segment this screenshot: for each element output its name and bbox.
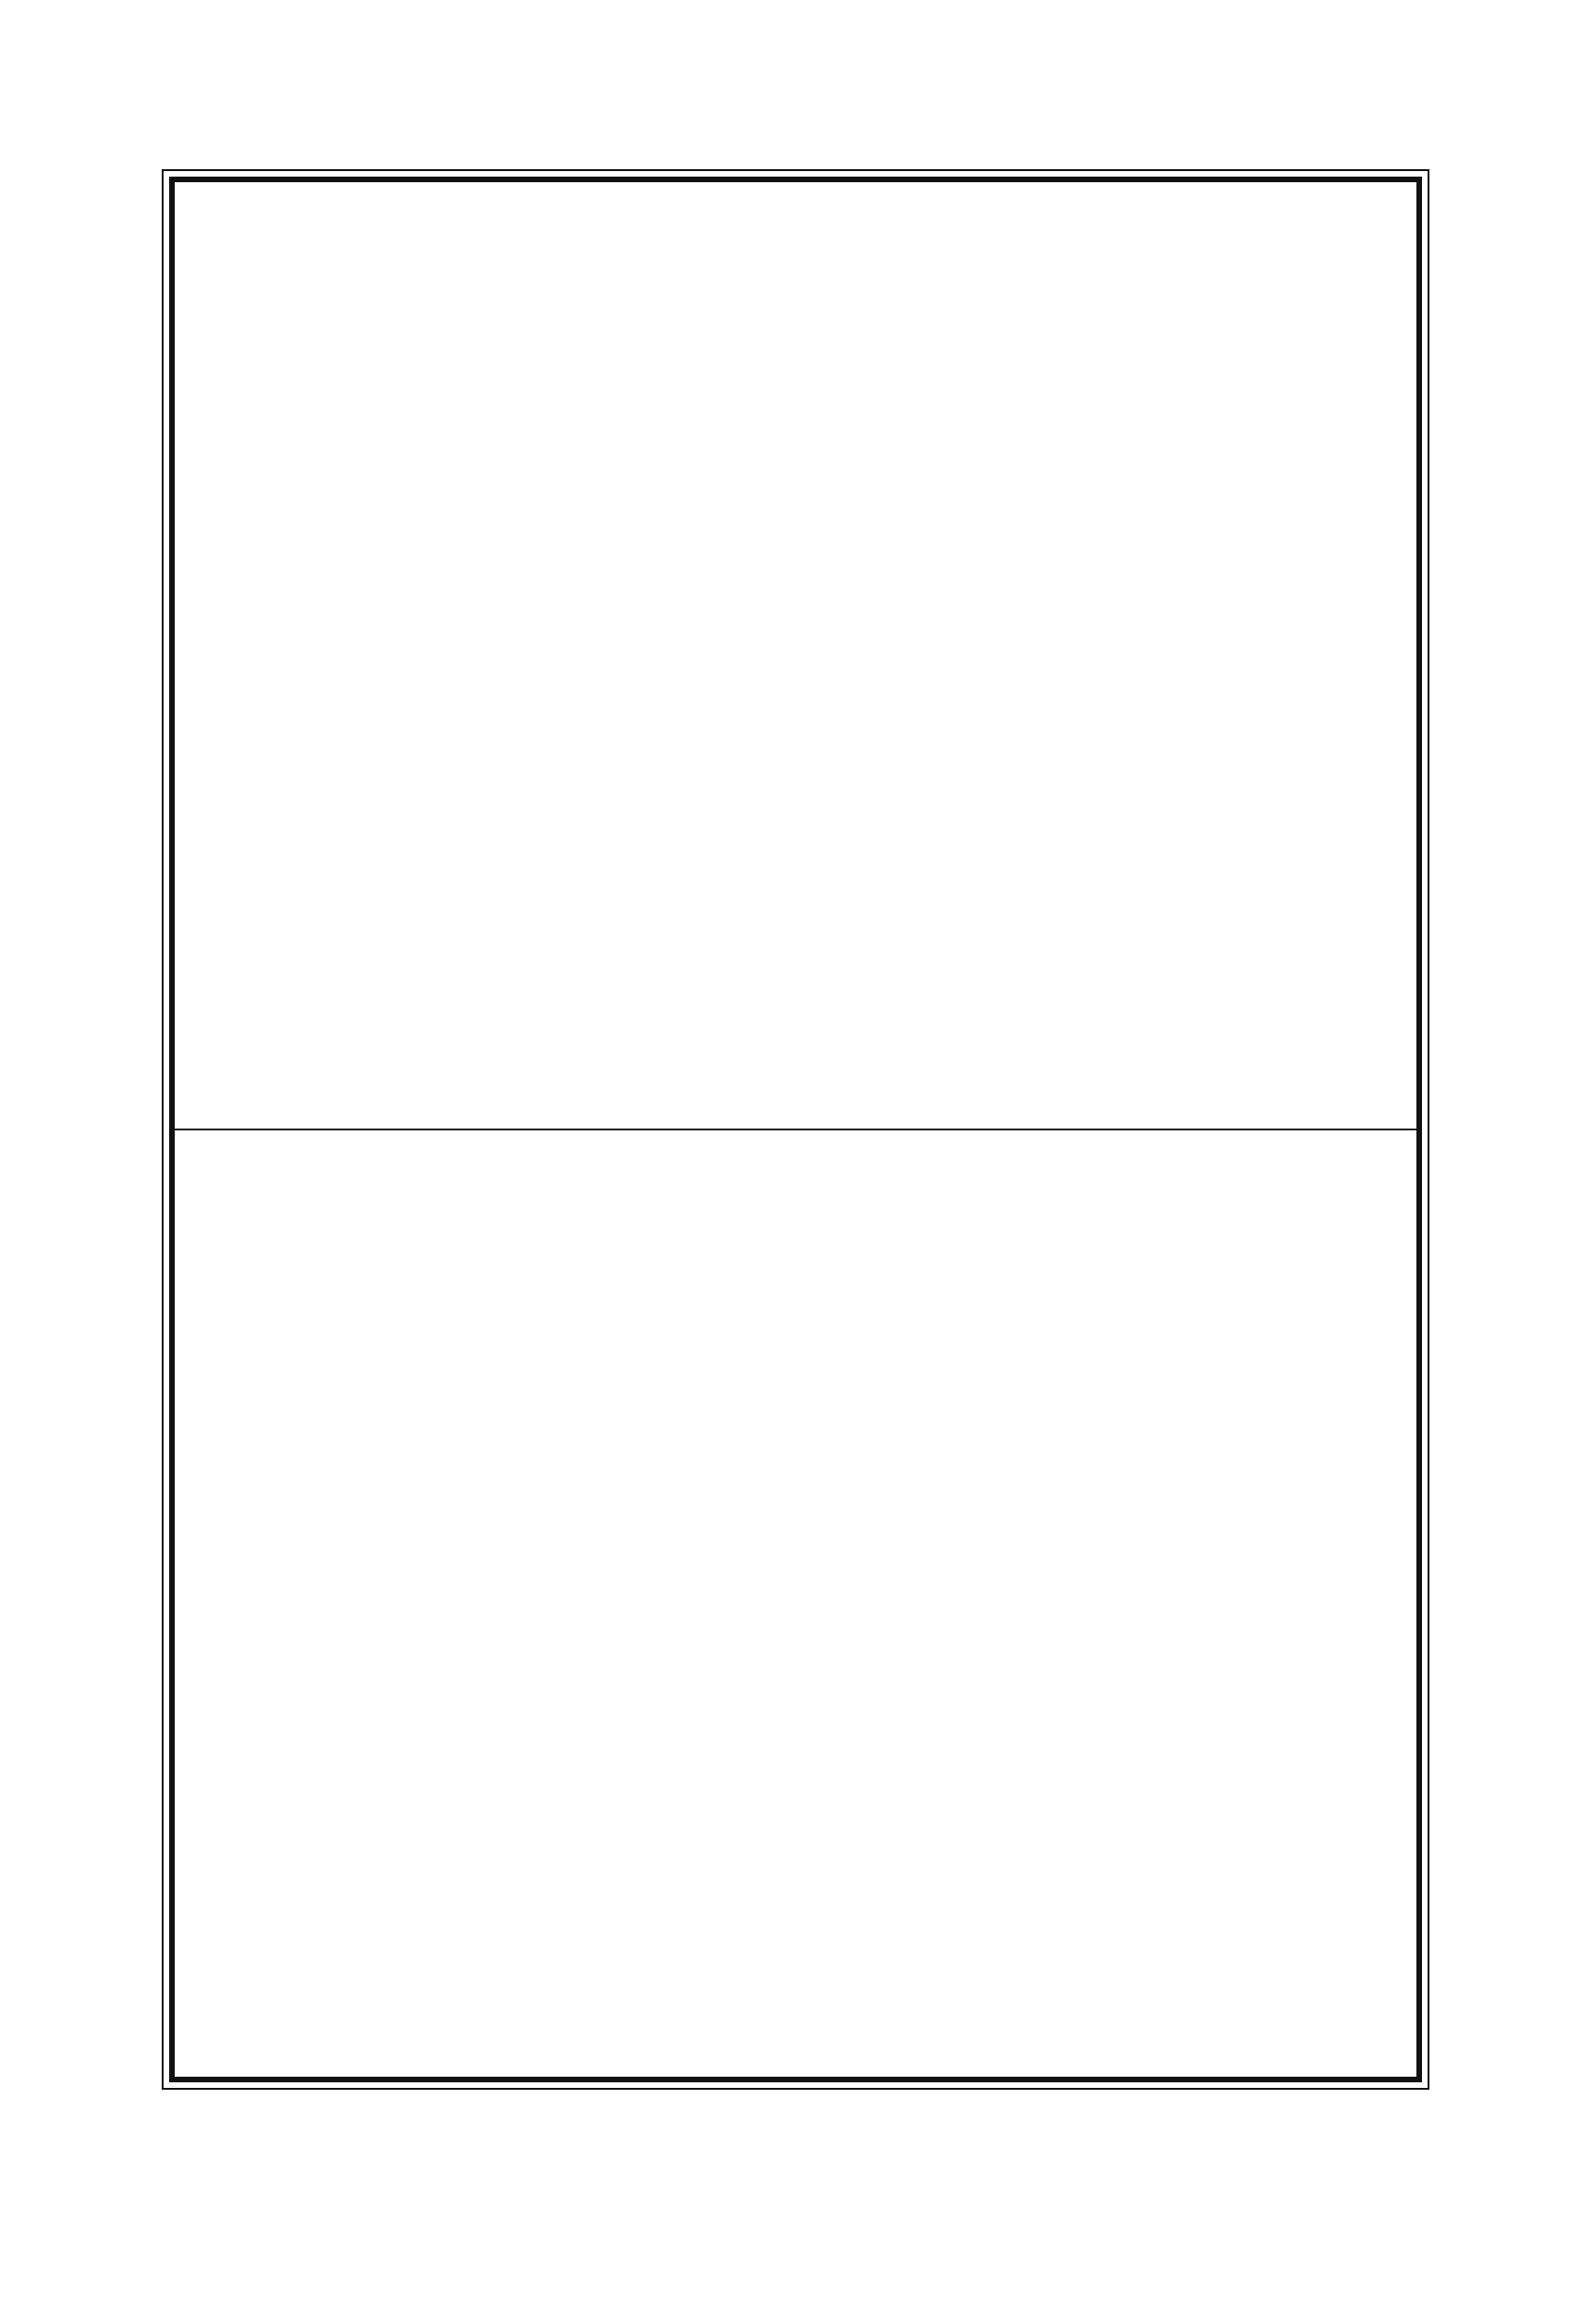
section-title-block <box>1325 1168 1373 1186</box>
page-frame <box>169 177 1422 2082</box>
running-head <box>88 372 163 511</box>
bottom-section <box>175 1130 1416 2077</box>
section-title-column <box>1325 1130 1390 2077</box>
top-section <box>175 182 1416 1130</box>
